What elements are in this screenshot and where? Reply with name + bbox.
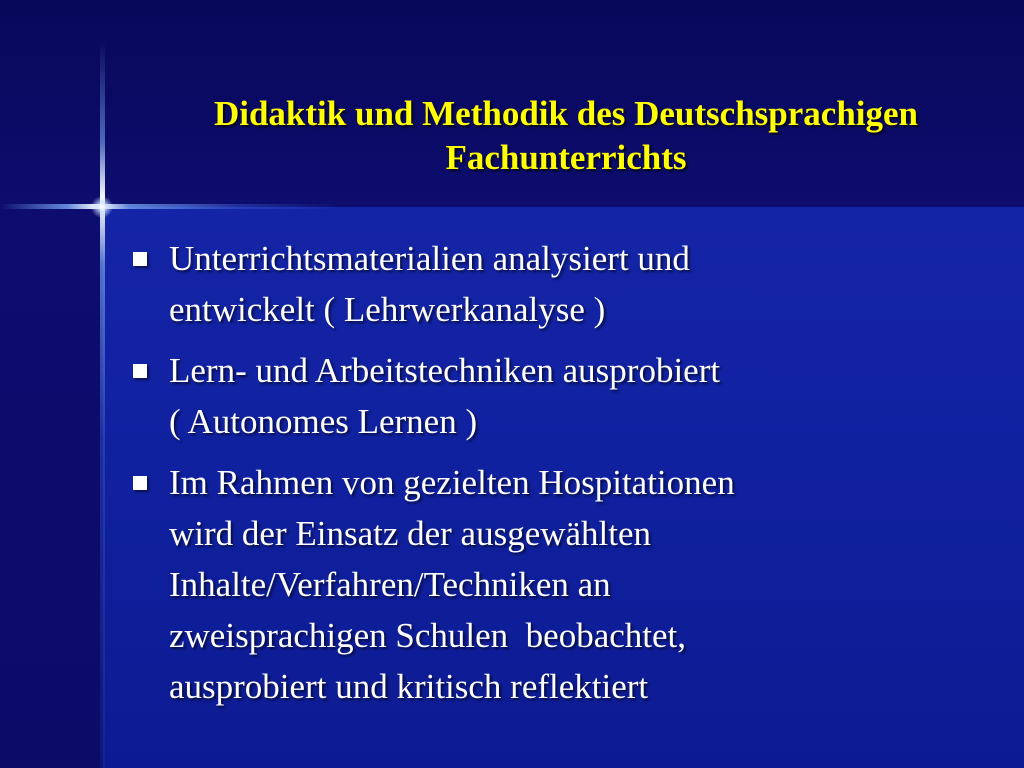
sparkle-star-horizontal-ray (0, 204, 340, 209)
sparkle-star-vertical-ray (100, 40, 105, 768)
bullet-item-techniques (128, 345, 1008, 447)
slide-title (108, 92, 1024, 180)
bullet-text-line: ( Autonomes Lernen ) (169, 402, 478, 441)
left-margin-band (0, 207, 103, 768)
white-square-bullet-icon (133, 364, 147, 378)
bullet-text-line: ausprobiert und kritisch reflektiert (169, 667, 649, 706)
bullet-text-line: Lern- und Arbeitstechniken ausprobiert (169, 351, 721, 390)
bullet-list (128, 233, 1008, 722)
bullet-text-line: entwickelt ( Lehrwerkanalyse ) (169, 290, 606, 329)
bullet-text-line: Unterrichtsmaterialien analysiert und (169, 239, 690, 278)
slide-title-line-1: Didaktik und Methodik des Deutschsprachigen (213, 94, 919, 133)
bullet-text-line: Inhalte/Verfahren/Techniken an (169, 565, 611, 604)
bullet-text-line: zweisprachigen Schulen beobachtet, (169, 616, 687, 655)
bullet-text-line: Im Rahmen von gezielten Hospitationen (169, 463, 735, 502)
sparkle-star-icon (91, 196, 113, 218)
bullet-text-line: wird der Einsatz der ausgewählten (169, 514, 652, 553)
white-square-bullet-icon (133, 476, 147, 490)
white-square-bullet-icon (133, 252, 147, 266)
bullet-item-materials (128, 233, 1008, 335)
slide-title-line-2: Fachunterrichts (445, 138, 687, 177)
bullet-item-hospitations (128, 457, 1008, 712)
